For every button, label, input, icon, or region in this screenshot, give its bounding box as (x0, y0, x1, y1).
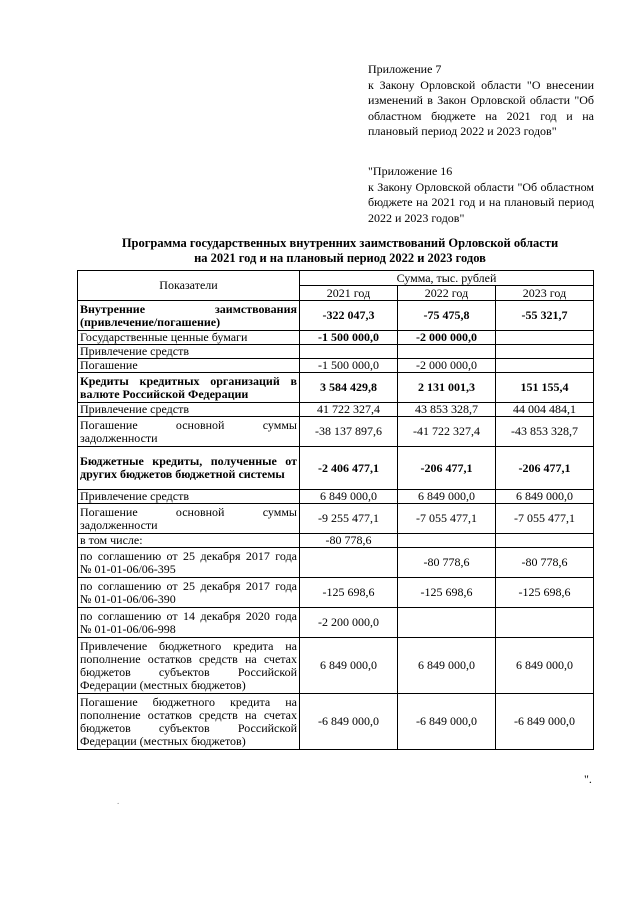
row-label: в том числе: (78, 534, 300, 548)
cell-value-2023: -125 698,6 (496, 578, 594, 608)
row-label: Погашение (78, 359, 300, 373)
cell-value-2023 (496, 345, 594, 359)
cell-value-2022: -80 778,6 (398, 548, 496, 578)
row-label: Привлечение средств (78, 490, 300, 504)
cell-value-2022: -125 698,6 (398, 578, 496, 608)
header-year-2022: 2022 год (398, 286, 496, 301)
row-label: Погашение основной суммы задолженности (78, 417, 300, 447)
cell-value-2023: -7 055 477,1 (496, 504, 594, 534)
title-line-1: Программа государственных внутренних заимствований Орловской области (121, 236, 559, 250)
annex-16-text: к Закону Орловской области "Об областном бюджете на 2021 год и на плановый период 2022 и 2023 годов" (368, 179, 594, 225)
cell-value-2021: -2 200 000,0 (300, 608, 398, 638)
cell-value-2021: 3 584 429,8 (300, 373, 398, 403)
table-row (78, 534, 594, 548)
cell-value-2023 (496, 359, 594, 373)
cell-value-2022: -7 055 477,1 (398, 504, 496, 534)
cell-value-2022: 6 849 000,0 (398, 638, 496, 694)
cell-value-2021: -1 500 000,0 (300, 359, 398, 373)
cell-value-2023: -80 778,6 (496, 548, 594, 578)
cell-value-2021: -322 047,3 (300, 301, 398, 331)
row-label: по соглашению от 25 декабря 2017 года № 01-01-06/06-390 (78, 578, 300, 608)
row-label: Привлечение средств (78, 403, 300, 417)
header-sum: Сумма, тыс. рублей (300, 271, 594, 286)
table-row (78, 403, 594, 417)
cell-value-2023 (496, 331, 594, 345)
borrowing-program-table (77, 270, 594, 750)
cell-value-2021: -9 255 477,1 (300, 504, 398, 534)
header-year-2023: 2023 год (496, 286, 594, 301)
cell-value-2023: -55 321,7 (496, 301, 594, 331)
table-row (78, 359, 594, 373)
annex-7-title: Приложение 7 (368, 62, 442, 76)
cell-value-2023 (496, 534, 594, 548)
table-row (78, 447, 594, 490)
cell-value-2022 (398, 608, 496, 638)
row-label: Привлечение бюджетного кредита на пополнение остатков средств на счетах бюджетов субъектов Российской Федерации (местных бюджетов) (78, 638, 300, 694)
table-row (78, 345, 594, 359)
row-label: Государственные ценные бумаги (78, 331, 300, 345)
cell-value-2022: 43 853 328,7 (398, 403, 496, 417)
cell-value-2021: -80 778,6 (300, 534, 398, 548)
row-label: Привлечение средств (78, 345, 300, 359)
cell-value-2022: -206 477,1 (398, 447, 496, 490)
table-row (78, 548, 594, 578)
table-row (78, 638, 594, 694)
cell-value-2023: 151 155,4 (496, 373, 594, 403)
table-row (78, 578, 594, 608)
margin-dot: . (117, 796, 120, 806)
cell-value-2022: -41 722 327,4 (398, 417, 496, 447)
cell-value-2023 (496, 608, 594, 638)
cell-value-2022: -2 000 000,0 (398, 359, 496, 373)
closing-quote: ". (584, 772, 592, 786)
row-label: по соглашению от 14 декабря 2020 года № 01-01-06/06-998 (78, 608, 300, 638)
table-header-row (78, 271, 594, 286)
table-row (78, 608, 594, 638)
document-title (60, 236, 620, 266)
cell-value-2022: -6 849 000,0 (398, 694, 496, 750)
cell-value-2021: 41 722 327,4 (300, 403, 398, 417)
cell-value-2023: -43 853 328,7 (496, 417, 594, 447)
cell-value-2021: -6 849 000,0 (300, 694, 398, 750)
table-row (78, 331, 594, 345)
cell-value-2022: -2 000 000,0 (398, 331, 496, 345)
row-label: Погашение основной суммы задолженности (78, 504, 300, 534)
annex-16-title: "Приложение 16 (368, 164, 453, 178)
annex-7-text: к Закону Орловской области "О внесении изменений в Закон Орловской области "Об областном бюджете на 2021 год и на плановый период 2022 и 2023 годов" (368, 77, 594, 138)
cell-value-2023: 6 849 000,0 (496, 638, 594, 694)
cell-value-2022: 6 849 000,0 (398, 490, 496, 504)
cell-value-2021: -1 500 000,0 (300, 331, 398, 345)
annex-7-note (368, 62, 594, 140)
cell-value-2021: -38 137 897,6 (300, 417, 398, 447)
cell-value-2021: -2 406 477,1 (300, 447, 398, 490)
cell-value-2021: 6 849 000,0 (300, 638, 398, 694)
cell-value-2022 (398, 345, 496, 359)
table-row (78, 490, 594, 504)
cell-value-2021: 6 849 000,0 (300, 490, 398, 504)
cell-value-2022: -75 475,8 (398, 301, 496, 331)
cell-value-2023: 44 004 484,1 (496, 403, 594, 417)
table-row (78, 417, 594, 447)
row-label: Внутренние заимствования (привлечение/погашение) (78, 301, 300, 331)
cell-value-2022: 2 131 001,3 (398, 373, 496, 403)
header-year-2021: 2021 год (300, 286, 398, 301)
header-indicator: Показатели (78, 271, 300, 301)
row-label: Погашение бюджетного кредита на пополнение остатков средств на счетах бюджетов субъектов Российской Федерации (местных бюджетов) (78, 694, 300, 750)
annex-16-note (368, 164, 594, 226)
row-label: по соглашению от 25 декабря 2017 года № 01-01-06/06-395 (78, 548, 300, 578)
table-row (78, 301, 594, 331)
cell-value-2023: -206 477,1 (496, 447, 594, 490)
cell-value-2023: -6 849 000,0 (496, 694, 594, 750)
cell-value-2023: 6 849 000,0 (496, 490, 594, 504)
cell-value-2021: -125 698,6 (300, 578, 398, 608)
table-row (78, 694, 594, 750)
table-row (78, 373, 594, 403)
cell-value-2022 (398, 534, 496, 548)
row-label: Бюджетные кредиты, полученные от других бюджетов бюджетной системы (78, 447, 300, 490)
row-label: Кредиты кредитных организаций в валюте Российской Федерации (78, 373, 300, 403)
cell-value-2021 (300, 548, 398, 578)
table-row (78, 504, 594, 534)
title-line-2: на 2021 год и на плановый период 2022 и 2023 годов (194, 251, 486, 265)
cell-value-2021 (300, 345, 398, 359)
